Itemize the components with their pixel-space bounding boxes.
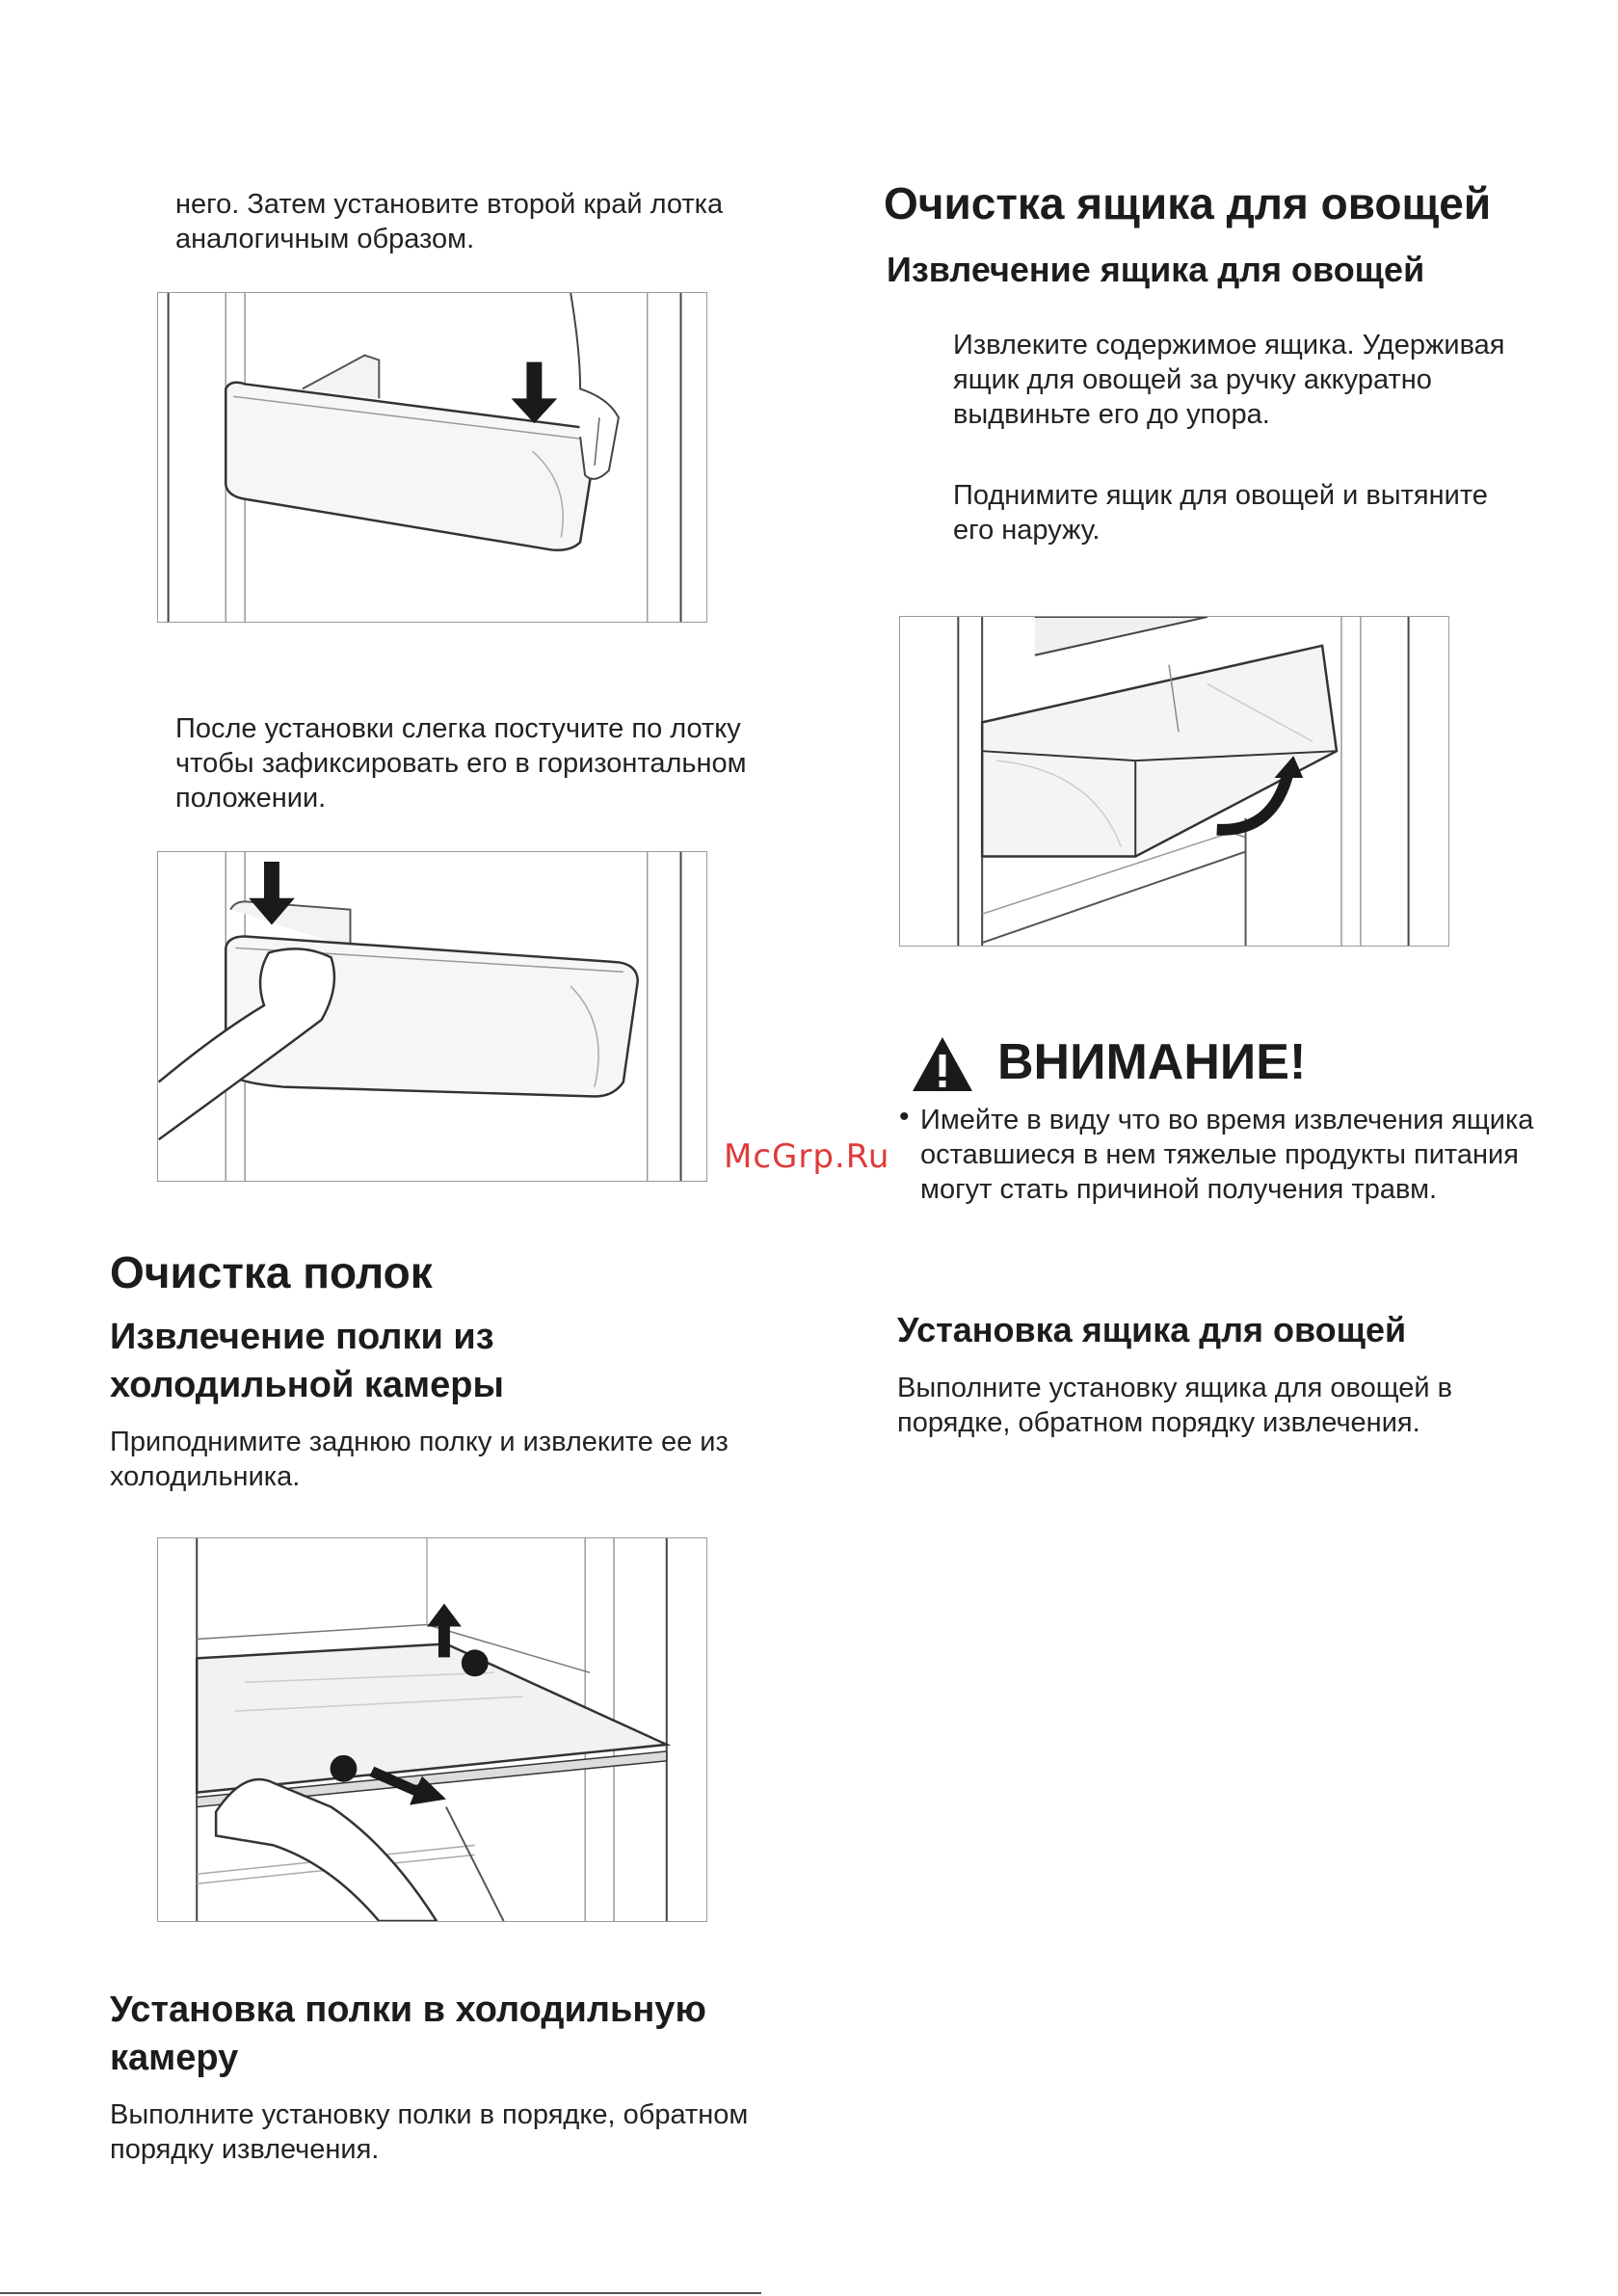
figure-door-tray-install [157,292,707,623]
remove-crisper-text-2: Поднимите ящик для овощей и вытяните его наружу. [953,480,1488,546]
install-shelf-text: Выполните установку полки в порядке, обратном порядку извлечения. [110,2099,749,2165]
after-install-text: После установки слегка постучите по лотку чтобы зафиксировать его в горизонтальном положении. [175,713,747,814]
remove-crisper-text-1: Извлеките содержимое ящика. Удерживая ящик для овощей за ручку аккуратно выдвиньте его до упора. [953,330,1505,430]
remove-shelf-heading: Извлечение полки из холодильной камеры [110,1317,504,1405]
install-shelf-heading: Установка полки в холодильную камеру [110,1989,706,2078]
crisper-heading: Очистка ящика для овощей [884,178,1492,228]
door-tray-tap-illustration [158,852,706,1181]
install-crisper-heading: Установка ящика для овощей [897,1310,1407,1349]
figure-shelf-removal [157,1537,707,1922]
figure-door-tray-tap [157,851,707,1182]
warning-list [899,1103,1535,1207]
bottom-rule [0,2292,761,2294]
bullet-icon: • [899,1101,910,1133]
warning-header [911,1033,1605,1101]
figure-crisper-removal [899,616,1449,947]
install-crisper-text: Выполните установку ящика для овощей в порядке, обратном порядку извлечения. [897,1373,1453,1438]
shelf-removal-illustration [158,1538,706,1921]
shelves-heading: Очистка полок [110,1247,433,1297]
crisper-removal-illustration [900,617,1448,946]
remove-crisper-heading: Извлечение ящика для овощей [887,250,1425,289]
warning-title: ВНИМАНИЕ! [997,1034,1307,1090]
watermark: McGrp.Ru [724,1137,890,1176]
door-tray-illustration [158,293,706,622]
remove-shelf-text: Приподнимите заднюю полку и извлеките ее из холодильника. [110,1427,729,1492]
arrow-down-icon [512,362,558,424]
intro-text: него. Затем установите второй край лотка аналогичным образом. [175,189,724,254]
warning-icon [911,1035,974,1093]
warning-text: Имейте в виду что во время извлечения ящика оставшиеся в нем тяжелые продукты питания могут стать причиной получения травм. [920,1105,1534,1205]
